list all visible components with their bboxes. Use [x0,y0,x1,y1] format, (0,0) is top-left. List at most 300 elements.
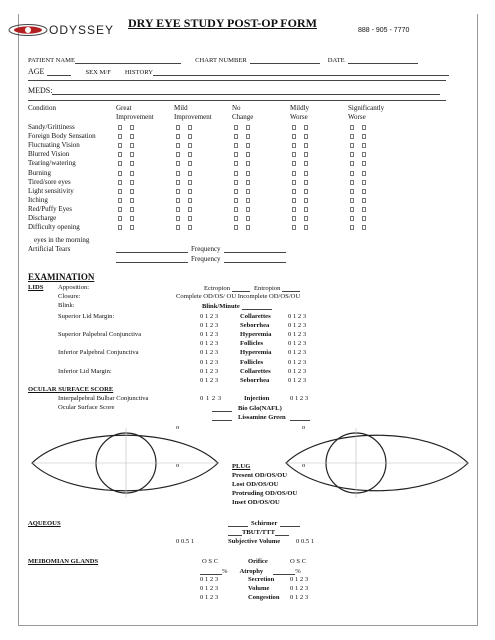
ocular-surface-score-label: Ocular Surface Score [58,404,115,411]
checkbox[interactable] [118,143,122,148]
tbut-row [228,528,289,536]
meibomian-title: MEIBOMIAN GLANDS [28,558,99,565]
tbut-field-od[interactable] [228,528,242,536]
form-title: DRY EYE STUDY POST-OP FORM [128,16,317,30]
checkbox[interactable] [292,198,296,203]
checkbox[interactable] [362,152,366,157]
checkbox[interactable] [292,225,296,230]
checkbox[interactable] [304,143,308,148]
condition-label: Fluctuating Vision [28,141,80,150]
condition-column-header [232,104,253,122]
checkbox[interactable] [292,207,296,212]
checkbox[interactable] [362,161,366,166]
condition-checkbox-pair [118,180,134,185]
lissamine-label: Lissamine Green [238,414,286,421]
checkbox[interactable] [292,171,296,176]
checkbox[interactable] [350,180,354,185]
meds-line-2[interactable] [28,93,446,101]
condition-checkbox-pair [234,125,250,130]
checkbox[interactable] [130,207,134,212]
condition-checkbox-pair [118,143,134,148]
blink-rate-label: Blink/Minute [202,303,240,310]
interpalpebral-label: Interpalpebral Bulbar Conjunctiva [58,395,149,402]
condition-checkbox-pair [350,189,366,194]
checkbox[interactable] [246,225,250,230]
checkbox[interactable] [130,161,134,166]
grade-scale: 0 1 2 3 [288,349,307,357]
checkbox[interactable] [362,225,366,230]
checkbox[interactable] [188,198,192,203]
condition-checkbox-pair [292,171,308,176]
checkbox[interactable] [246,152,250,157]
checkbox[interactable] [350,198,354,203]
exam-finding-label: Seborrhea [240,376,270,384]
exam-row-label: Superior Lid Margin: [58,313,115,320]
artificial-tears-label: Artificial Tears [28,245,71,253]
tears-row-2 [116,255,286,263]
checkbox[interactable] [130,125,134,130]
checkbox[interactable] [118,161,122,166]
checkbox[interactable] [292,125,296,130]
checkbox[interactable] [176,161,180,166]
condition-checkbox-pair [234,189,250,194]
checkbox[interactable] [304,161,308,166]
checkbox[interactable] [118,125,122,130]
checkbox[interactable] [304,152,308,157]
grade-scale: 0 1 2 3 [288,322,307,330]
checkbox[interactable] [130,216,134,221]
condition-checkbox-pair [176,152,192,157]
condition-label: Tearing/watering [28,159,76,168]
condition-checkbox-pair [350,198,366,203]
header-line-1: Significantly [348,104,385,112]
ectropion-row [204,284,300,292]
plug-title: PLUG [232,463,251,470]
examination-title: EXAMINATION [28,272,95,282]
tbut-label: TBUT/TTT [242,529,275,536]
condition-label: Blurred Vision [28,150,70,159]
checkbox[interactable] [304,134,308,139]
checkbox[interactable] [246,198,250,203]
checkbox[interactable] [246,216,250,221]
tears-field-1[interactable] [116,245,188,253]
checkbox[interactable] [292,189,296,194]
plug-option[interactable]: Lost OD/OS/OU [232,481,279,488]
logo-text: ODYSSEY [49,23,115,37]
checkbox[interactable] [234,189,238,194]
checkbox[interactable] [176,125,180,130]
checkbox[interactable] [350,207,354,212]
checkbox[interactable] [130,180,134,185]
odyssey-logo [8,20,114,40]
checkbox[interactable] [176,143,180,148]
checkbox[interactable] [246,161,250,166]
blink-label: Blink: [58,302,75,309]
checkbox[interactable] [292,152,296,157]
checkbox[interactable] [246,143,250,148]
condition-checkbox-pair [350,171,366,176]
plug-option[interactable]: Inset OD/OS/OU [232,499,280,506]
checkbox[interactable] [176,207,180,212]
checkbox[interactable] [362,125,366,130]
condition-checkbox-pair [234,171,250,176]
condition-checkbox-pair [176,134,192,139]
tears-row-1 [116,245,286,253]
condition-checkbox-pair [176,125,192,130]
checkbox[interactable] [234,125,238,130]
condition-checkbox-pair [234,152,250,157]
checkbox[interactable] [130,225,134,230]
condition-checkbox-pair [234,216,250,221]
header-line-2: Improvement [174,113,212,121]
checkbox[interactable] [130,189,134,194]
left-eye-diagram[interactable] [284,424,470,502]
checkbox[interactable] [362,171,366,176]
grade-scale: 0 1 2 3 [200,358,219,366]
condition-checkbox-pair [350,161,366,166]
checkbox[interactable] [362,207,366,212]
condition-checkbox-pair [176,171,192,176]
condition-checkbox-pair [292,143,308,148]
checkbox[interactable] [362,143,366,148]
checkbox[interactable] [130,134,134,139]
checkbox[interactable] [362,216,366,221]
condition-label: Burning [28,168,51,177]
checkbox[interactable] [304,125,308,130]
checkbox[interactable] [350,152,354,157]
atrophy-field-os[interactable] [273,567,295,575]
checkbox[interactable] [234,198,238,203]
header-line-1: Mildly [290,104,310,112]
checkbox[interactable] [118,171,122,176]
checkbox[interactable] [234,161,238,166]
osc-header-od: O S C [202,558,219,565]
checkbox[interactable] [188,180,192,185]
right-eye-diagram[interactable] [30,424,220,502]
grade-scale: 0 1 2 3 [290,594,309,602]
interpalpebral-scale: 0 1 2 3 [200,395,222,402]
checkbox[interactable] [246,134,250,139]
lissamine-row [212,413,310,421]
condition-checkbox-pair [176,143,192,148]
frequency-label: Frequency [191,245,221,253]
checkbox[interactable] [188,207,192,212]
schirmer-field-os[interactable] [280,519,300,527]
checkbox[interactable] [350,134,354,139]
checkbox[interactable] [176,198,180,203]
grade-scale: 0 1 2 3 [200,331,219,339]
condition-checkbox-pair [118,198,134,203]
subjective-scale-od: 0 0.5 1 [176,538,195,545]
meibomian-finding-label: Secretion [248,576,275,583]
atrophy-field-od[interactable] [200,567,222,575]
logo-mark-icon [8,23,48,37]
condition-checkbox-pair [176,225,192,230]
checkbox[interactable] [188,171,192,176]
frequency-field-2[interactable] [224,255,286,263]
checkbox[interactable] [176,171,180,176]
tears-field-2[interactable] [116,255,188,263]
header-line-2: Improvement [116,113,154,121]
condition-checkbox-pair [292,134,308,139]
checkbox[interactable] [350,189,354,194]
schirmer-label: Schirmer [251,520,278,527]
left-eye-punctum-lower: o [302,462,306,469]
condition-label: Discharge [28,214,57,222]
sex-label: SEX M/F [85,69,111,76]
checkbox[interactable] [234,143,238,148]
condition-checkbox-pair [118,216,134,221]
exam-row-label: Superior Palpebral Conjunctiva [58,331,142,339]
checkbox[interactable] [118,134,122,139]
osc-header-os: O S C [290,558,307,565]
condition-checkbox-pair [118,134,134,139]
checkbox[interactable] [362,198,366,203]
checkbox[interactable] [118,225,122,230]
atrophy-pct-os: % [295,568,301,575]
condition-checkbox-pair [176,180,192,185]
meibomian-finding-label: Volume [248,585,270,593]
condition-label: Red/Puffy Eyes [28,204,73,213]
atrophy-row [200,567,301,575]
checkbox[interactable] [304,180,308,185]
checkbox[interactable] [362,180,366,185]
schirmer-field-od[interactable] [228,519,248,527]
ectropion-label: Ectropion [204,285,231,292]
header-line-1: Condition [28,104,57,112]
plug-option[interactable]: Present OD/OS/OU [232,472,288,479]
condition-checkbox-pair [350,225,366,230]
checkbox[interactable] [176,225,180,230]
exam-row-label: Inferior Lid Margin: [58,367,112,375]
frequency-label: Frequency [191,255,221,263]
bio-glo-field[interactable] [212,404,232,412]
condition-checkbox-pair [350,216,366,221]
checkbox[interactable] [292,143,296,148]
checkbox[interactable] [118,180,122,185]
checkbox[interactable] [304,225,308,230]
schirmer-row [228,519,300,527]
checkbox[interactable] [188,152,192,157]
checkbox[interactable] [246,125,250,130]
checkbox[interactable] [292,161,296,166]
checkbox[interactable] [292,134,296,139]
checkbox[interactable] [130,152,134,157]
frequency-field-1[interactable] [224,245,286,253]
meibomian-finding-label: Congestion [248,594,280,602]
checkbox[interactable] [188,225,192,230]
subjective-volume-label: Subjective Volume [228,538,281,545]
right-eye-punctum-upper: o [176,424,180,431]
condition-column-header [28,104,56,113]
checkbox[interactable] [246,171,250,176]
atrophy-label: Atrophy [239,568,264,575]
tbut-field-os[interactable] [275,528,289,536]
checkbox[interactable] [188,189,192,194]
condition-checkbox-pair [234,198,250,203]
checkbox[interactable] [350,171,354,176]
checkbox[interactable] [292,216,296,221]
condition-checkbox-pair [118,189,134,194]
condition-checkbox-pair [176,161,192,166]
checkbox[interactable] [350,125,354,130]
checkbox[interactable] [234,152,238,157]
condition-column-header [116,104,154,122]
checkbox[interactable] [176,152,180,157]
bio-glo-row [212,404,282,412]
checkbox[interactable] [362,189,366,194]
blink-rate-field[interactable] [242,302,272,310]
condition-checkbox-pair [176,216,192,221]
phone-number: 888 - 905 - 7770 [358,27,410,34]
closure-label: Closure: [58,293,81,300]
condition-label: Sandy/Grittiness [28,123,75,131]
condition-checkbox-pair [292,225,308,230]
checkbox[interactable] [188,134,192,139]
checkbox[interactable] [118,207,122,212]
date-label: DATE [327,57,345,64]
apposition-label: Apposition: [58,284,90,291]
header-line-1: No [232,104,241,112]
ectropion-field[interactable] [232,284,250,292]
checkbox[interactable] [118,189,122,194]
checkbox[interactable] [304,171,308,176]
condition-column-header [290,104,309,122]
morning-note: eyes in the morning [34,236,90,244]
checkbox[interactable] [304,207,308,212]
condition-checkbox-pair [118,125,134,130]
atrophy-pct-od: % [222,568,228,575]
checkbox[interactable] [246,180,250,185]
checkbox[interactable] [176,189,180,194]
checkbox[interactable] [234,134,238,139]
grade-scale: 0 1 2 3 [288,367,307,375]
condition-column-header [348,104,384,122]
condition-checkbox-pair [118,161,134,166]
exam-finding-label: Collarettes [240,313,271,320]
grade-scale: 0 1 2 3 [200,322,219,330]
condition-checkbox-pair [176,189,192,194]
lissamine-field[interactable] [212,413,232,421]
header-line-2: Worse [290,113,308,121]
condition-checkbox-pair [292,198,308,203]
checkbox[interactable] [234,207,238,212]
patient-name-label: PATIENT NAME [28,57,76,64]
checkbox[interactable] [292,180,296,185]
aqueous-title: AQUEOUS [28,520,61,527]
chart-number-field[interactable] [250,56,320,64]
condition-label: Difficulty opening [28,223,80,232]
header-line-2: Worse [348,113,366,121]
exam-row-label: Inferior Palpebral Conjunctiva [58,349,139,357]
exam-finding-label: Follicles [240,340,264,348]
checkbox[interactable] [234,225,238,230]
grade-scale: 0 1 2 3 [288,376,307,384]
condition-checkbox-pair [118,152,134,157]
condition-checkbox-pair [292,216,308,221]
patient-name-field[interactable] [75,56,181,64]
checkbox[interactable] [350,216,354,221]
checkbox[interactable] [188,161,192,166]
condition-checkbox-pair [292,152,308,157]
checkbox[interactable] [130,198,134,203]
grade-scale: 0 1 2 3 [200,594,219,602]
exam-finding-label: Hyperemia [240,331,272,339]
checkbox[interactable] [118,198,122,203]
injection-scale: 0 1 2 3 [290,395,309,402]
condition-checkbox-pair [292,161,308,166]
condition-checkbox-pair [350,143,366,148]
plug-option[interactable]: Protruding OD/OS/OU [232,490,298,497]
exam-finding-label: Collarettes [240,367,271,375]
checkbox[interactable] [130,171,134,176]
condition-column-header [174,104,212,122]
chart-number-label: CHART NUMBER [195,57,247,64]
condition-checkbox-pair [234,161,250,166]
checkbox[interactable] [234,180,238,185]
condition-checkbox-pair [350,207,366,212]
checkbox[interactable] [350,225,354,230]
date-field[interactable] [348,56,418,64]
history-label: HISTORY [124,69,154,76]
condition-checkbox-pair [292,207,308,212]
checkbox[interactable] [176,216,180,221]
ocular-surface-title: OCULAR SURFACE SCORE [28,386,114,393]
checkbox[interactable] [362,134,366,139]
checkbox[interactable] [188,125,192,130]
checkbox[interactable] [234,216,238,221]
condition-label: Itching [28,195,48,204]
checkbox[interactable] [304,189,308,194]
checkbox[interactable] [246,207,250,212]
checkbox[interactable] [118,152,122,157]
checkbox[interactable] [188,216,192,221]
condition-label: Foreign Body Sensation [28,132,96,141]
entropion-field[interactable] [282,284,300,292]
history-line-2[interactable] [28,73,446,81]
checkbox[interactable] [176,180,180,185]
injection-label: Injection [244,395,270,402]
checkbox[interactable] [304,216,308,221]
grade-scale: 0 1 2 3 [200,313,219,320]
checkbox[interactable] [304,198,308,203]
condition-checkbox-pair [292,125,308,130]
grade-scale: 0 1 2 3 [200,376,219,384]
condition-checkbox-pair [118,171,134,176]
checkbox[interactable] [234,171,238,176]
patient-name-row [28,56,418,64]
exam-finding-label: Follicles [240,358,264,366]
grade-scale: 0 1 2 3 [288,331,307,339]
checkbox[interactable] [130,143,134,148]
left-eye-punctum-upper: o [302,424,306,431]
condition-checkbox-pair [234,134,250,139]
checkbox[interactable] [188,143,192,148]
checkbox[interactable] [246,189,250,194]
exam-finding-label: Seborrhea [240,322,270,330]
condition-checkbox-pair [176,198,192,203]
checkbox[interactable] [176,134,180,139]
condition-checkbox-pair [350,125,366,130]
condition-checkbox-pair [350,134,366,139]
blink-rate-row [202,302,272,310]
checkbox[interactable] [350,161,354,166]
lissamine-value-field[interactable] [290,413,310,421]
checkbox[interactable] [118,216,122,221]
condition-checkbox-pair [234,143,250,148]
checkbox[interactable] [350,143,354,148]
header-line-1: Great [116,104,132,112]
